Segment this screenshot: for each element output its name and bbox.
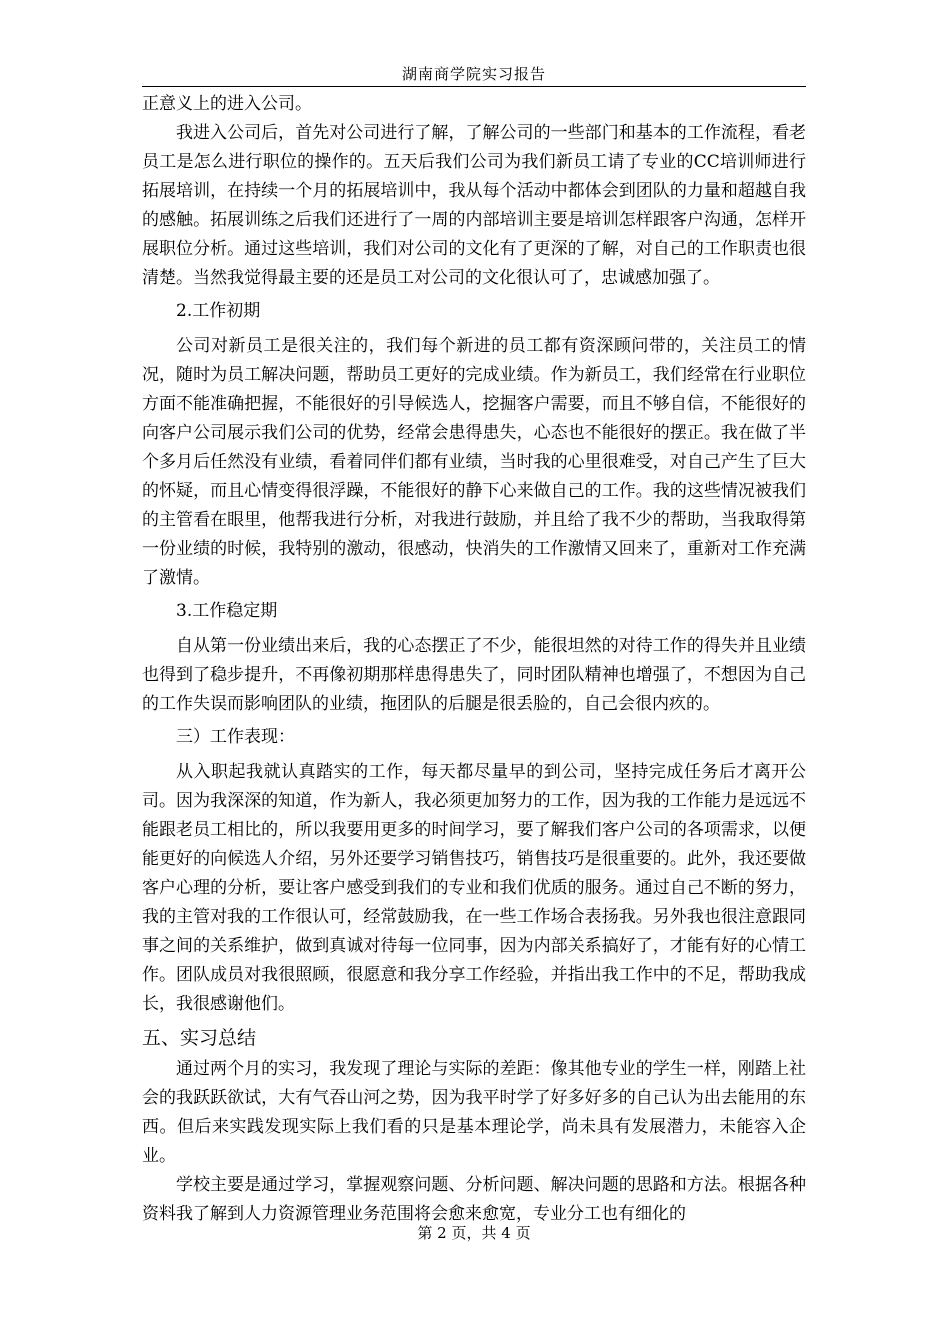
header-title: 湖南商学院实习报告 bbox=[401, 65, 546, 83]
paragraph: 学校主要是通过学习，掌握观察问题、分析问题、解决问题的思路和方法。根据各种资料我了解到人力资源管理业务范围将会愈来愈宽，专业分工也有细化的 bbox=[142, 1175, 806, 1224]
page-footer bbox=[142, 1222, 806, 1244]
paragraph: 从入职起我就认真踏实的工作，每天都尽量早的到公司，坚持完成任务后才离开公司。因为我深深的知道，作为新人，我必须更加努力的工作，因为我的工作能力是远远不能跟老员工相比的，所以我要用更多的时间学习，要了解我们客户公司的各项需求，以便能更好的向候选人介绍，另外还要学习销售技巧，销售技巧是很重要的。此外，我还要做客户心理的分析，要让客户感受到我们的专业和我们优质的服务。通过自己不断的努力，我的主管对我的工作很认可，经常鼓励我，在一些工作场合表扬我。另外我也很注意跟同事之间的关系维护，做到真诚对待每一位同事，因为内部关系搞好了，才能有好的心情工作。团队成员对我很照顾，很愿意和我分享工作经验，并指出我工作中的不足，帮助我成长，我很感谢他们。 bbox=[142, 762, 806, 1014]
section-subheading: 3.工作稳定期 bbox=[176, 601, 278, 621]
paragraph: 公司对新员工是很关注的，我们每个新进的员工都有资深顾问带的，关注员工的情况，随时为员工解决问题，帮助员工更好的完成业绩。作为新员工，我们经常在行业职位方面不能准确把握，不能很好的引导候选人，挖掘客户需要，而且不够自信，不能很好的向客户公司展示我们公司的优势，经常会患得患失，心态也不能很好的摆正。我在做了半个多月后任然没有业绩，看着同伴们都有业绩，当时我的心里很难受，对自己产生了巨大的怀疑，而且心情变得很浮躁，不能很好的静下心来做自己的工作。我的这些情况被我们的主管看在眼里，他帮我进行分析，对我进行鼓励，并且给了我不少的帮助，当我取得第一份业绩的时候，我特别的激动，很感动，快消失的工作激情又回来了，重新对工作充满了激情。 bbox=[142, 336, 806, 588]
document-body bbox=[142, 90, 806, 1229]
paragraph: 正意义上的进入公司。 bbox=[142, 94, 312, 114]
paragraph: 通过两个月的实习，我发现了理论与实际的差距：像其他专业的学生一样，刚踏上社会的我跃跃欲试，大有气吞山河之势，因为我平时学了好多好多的自己认为出去能用的东西。但后来实践发现实际上我们看的只是基本理论学，尚未具有发展潜力，未能容入企业。 bbox=[142, 1059, 806, 1166]
paragraph: 自从第一份业绩出来后，我的心态摆正了不少，能很坦然的对待工作的得失并且业绩也得到了稳步提升，不再像初期那样患得患失了，同时团队精神也增强了，不想因为自己的工作失误而影响团队的业绩，拖团队的后腿是很丢脸的，自己会很内疚的。 bbox=[142, 636, 806, 714]
paragraph: 我进入公司后，首先对公司进行了解，了解公司的一些部门和基本的工作流程，看老员工是怎么进行职位的操作的。五天后我们公司为我们新员工请了专业的CC培训师进行拓展培训，在持续一个月的拓展培训中，我从每个活动中都体会到团队的力量和超越自我的感触。拓展训练之后我们还进行了一周的内部培训主要是培训怎样跟客户沟通，怎样开展职位分析。通过这些培训，我们对公司的文化有了更深的了解，对自己的工作职责也很清楚。当然我觉得最主要的还是员工对公司的文化很认可了，忠诚感加强了。 bbox=[142, 123, 806, 288]
section-subheading: 2.工作初期 bbox=[176, 301, 261, 321]
section-subheading: 三）工作表现： bbox=[176, 727, 295, 747]
page-number: 第 2 页，共 4 页 bbox=[417, 1224, 531, 1242]
section-heading: 五、实习总结 bbox=[142, 1027, 257, 1049]
page-header bbox=[142, 62, 806, 87]
